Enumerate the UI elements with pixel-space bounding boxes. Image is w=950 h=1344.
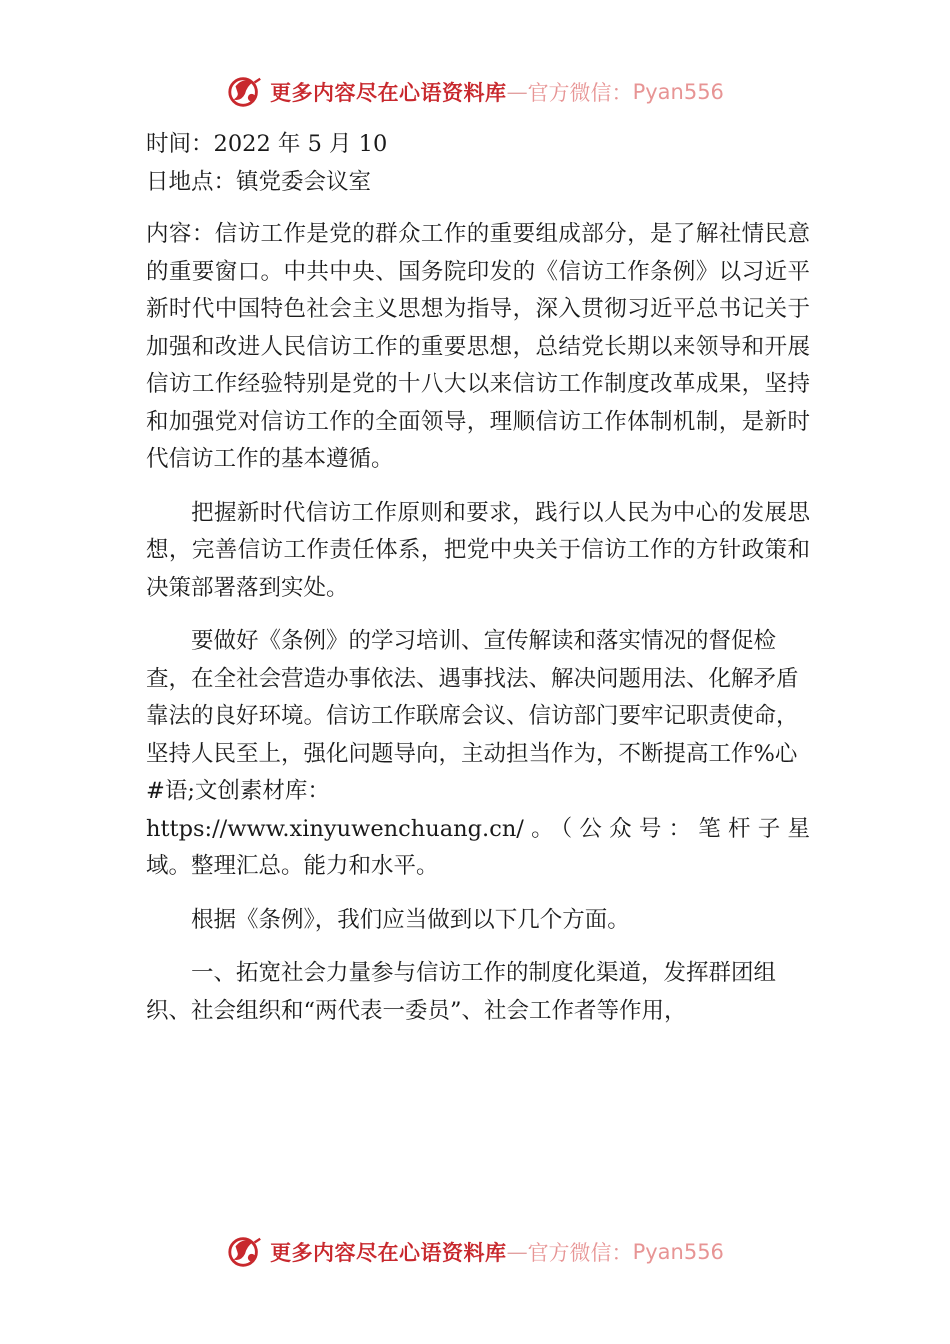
principles-paragraph: 把握新时代信访工作原则和要求，践行以人民为中心的发展思想，完善信访工作责任体系，把党中央关于信访工作的方针政策和决策部署落到实处。 <box>146 499 810 601</box>
watermark-official-label: 官方微信： <box>527 1241 633 1265</box>
document-body <box>146 126 810 1030</box>
aspects-intro-paragraph: 根据《条例》，我们应当做到以下几个方面。 <box>191 906 630 933</box>
watermark-separator: — <box>506 1240 528 1264</box>
watermark-wechat-id: Pyan556 <box>632 80 724 104</box>
watermark-brand: 更多内容尽在心语资料库 <box>270 1240 507 1265</box>
content-paragraph: 内容：信访工作是党的群众工作的重要组成部分，是了解社情民意的重要窗口。中共中央、国务院印发的《信访工作条例》以习近平新时代中国特色社会主义思想为指导，深入贯彻习近平总书记关于加强和改进人民信访工作的重要思想，总结党长期以来领导和开展信访工作经验特别是党的十八大以来信访工作制度改革成果，坚持和加强党对信访工作的全面领导，理顺信访工作体制机制，是新时代信访工作的基本遵循。 <box>146 221 810 472</box>
xinyu-logo-icon <box>226 73 264 111</box>
point-one-paragraph: 一、拓宽社会力量参与信访工作的制度化渠道，发挥群团组织、社会组织和“两代表一委员”、社会工作者等作用， <box>146 960 777 1024</box>
watermark-brand: 更多内容尽在心语资料库 <box>270 80 507 105</box>
meeting-time: 时间：2022 年 5 月 10 <box>146 131 388 157</box>
header-watermark-banner <box>0 70 950 114</box>
watermark-wechat-id: Pyan556 <box>632 1240 724 1264</box>
source-url-line: https://www.xinyuwenchuang.cn/。（公众号：笔杆子星 <box>146 815 810 842</box>
footer-watermark-banner <box>0 1230 950 1274</box>
watermark-separator: — <box>506 80 528 104</box>
source-note-line: 域。整理汇总。能力和水平。 <box>146 853 439 879</box>
watermark-official-label: 官方微信： <box>527 81 633 105</box>
training-paragraph: 要做好《条例》的学习培训、宣传解读和落实情况的督促检查，在全社会营造办事依法、遇事找法、解决问题用法、化解矛盾靠法的良好环境。信访工作联席会议、信访部门要牢记职责使命，坚持人民至上，强化问题导向，主动担当作为，不断提高工作%心#语;文创素材库： <box>146 628 799 804</box>
xinyu-logo-icon <box>226 1233 264 1271</box>
meeting-place: 日地点：镇党委会议室 <box>146 168 372 195</box>
